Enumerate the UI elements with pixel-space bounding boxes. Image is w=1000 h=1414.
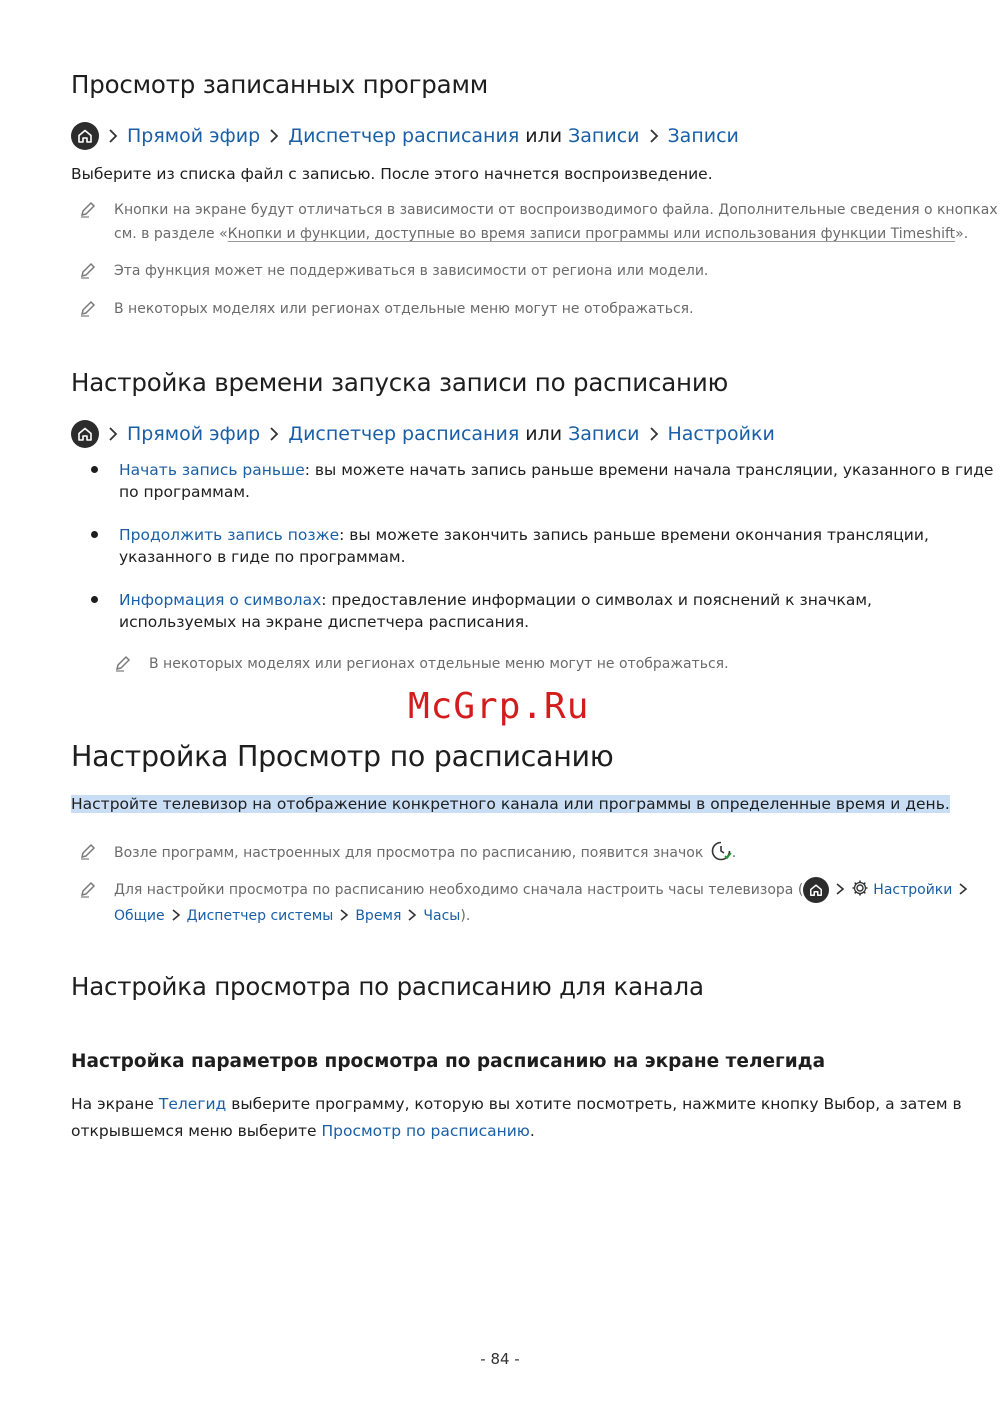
note-prefix: см. в разделе «: [114, 226, 228, 242]
chevron-right-icon: [105, 425, 121, 443]
section1-body: Выберите из списка файл с записью. После этого начнется воспроизведение.: [71, 165, 713, 183]
list-item-text: по программам.: [119, 483, 250, 501]
pencil-note-icon: [79, 880, 97, 898]
note-clock-setup: [114, 877, 974, 929]
section4-paragraph: [71, 1091, 962, 1145]
chevron-right-icon: [105, 127, 121, 145]
section3-intro: [71, 793, 950, 815]
highlighted-intro: Настройте телевизор на отображение конкретного канала или программы в определенные время и день.: [71, 795, 950, 813]
list-item: [119, 524, 929, 568]
chevron-right-icon: [646, 127, 662, 145]
note-buttons-line2: [114, 222, 968, 246]
list-item-text: используемых на экране диспетчера расписания.: [119, 613, 530, 631]
link-settings[interactable]: Настройки: [873, 882, 953, 898]
pencil-note-icon: [79, 842, 97, 860]
note-text-end: ).: [460, 908, 471, 924]
term-start-early[interactable]: Начать запись раньше: [119, 461, 305, 479]
gear-icon: [851, 879, 869, 897]
list-item-text: : вы можете закончить запись раньше времени окончания трансляции,: [339, 526, 929, 544]
breadcrumb-recordings[interactable]: Записи: [568, 125, 640, 147]
note-region: Эта функция может не поддерживаться в зависимости от региона или модели.: [114, 263, 709, 279]
link-buttons-functions[interactable]: Кнопки и функции, доступные во время записи программы или использования функции Timeshift: [227, 226, 956, 242]
section-title-channel: Настройка просмотра по расписанию для канала: [71, 972, 704, 1001]
chevron-right-icon: [646, 425, 662, 443]
pencil-note-icon: [79, 261, 97, 279]
bullet: [91, 466, 98, 473]
breadcrumb-recordings-final[interactable]: Записи: [667, 125, 739, 147]
link-system-manager[interactable]: Диспетчер системы: [186, 908, 334, 924]
chevron-right-icon: [957, 882, 969, 896]
note-text: Для настройки просмотра по расписанию необходимо сначала настроить часы телевизора (: [114, 882, 804, 898]
note-menus-2: В некоторых моделях или регионах отдельные меню могут не отображаться.: [149, 656, 729, 672]
note-text-end: .: [731, 845, 737, 861]
link-scheduled-view[interactable]: Просмотр по расписанию: [321, 1122, 530, 1140]
home-icon[interactable]: [71, 122, 99, 150]
paragraph-text: На экране: [71, 1095, 159, 1113]
section-title-scheduled-view: Настройка Просмотр по расписанию: [71, 740, 614, 773]
home-icon[interactable]: [71, 420, 99, 448]
link-guide[interactable]: Телегид: [158, 1095, 227, 1113]
note-scheduled-icon: [114, 840, 736, 865]
paragraph-text: открывшемся меню выберите: [71, 1122, 322, 1140]
watermark: McGrp.Ru: [408, 686, 590, 727]
chevron-right-icon: [406, 908, 418, 922]
breadcrumb: [71, 121, 739, 151]
breadcrumb-settings[interactable]: Настройки: [667, 423, 775, 445]
pencil-note-icon: [114, 654, 132, 672]
chevron-right-icon: [266, 425, 282, 443]
breadcrumb-live[interactable]: Прямой эфир: [127, 423, 261, 445]
note-menus: В некоторых моделях или регионах отдельные меню могут не отображаться.: [114, 301, 694, 317]
link-clock[interactable]: Часы: [423, 908, 461, 924]
chevron-right-icon: [834, 882, 846, 896]
section-title-start-time: Настройка времени запуска записи по расписанию: [71, 368, 729, 397]
paragraph-text: .: [529, 1122, 535, 1140]
pencil-note-icon: [79, 200, 97, 218]
bullet: [91, 596, 98, 603]
list-item-text: указанного в гиде по программам.: [119, 548, 406, 566]
breadcrumb: [71, 419, 775, 449]
home-icon[interactable]: [803, 877, 829, 903]
term-symbol-info[interactable]: Информация о символах: [119, 591, 322, 609]
list-item: [119, 459, 993, 503]
pencil-note-icon: [79, 299, 97, 317]
schedule-clock-icon: [710, 840, 732, 862]
note-text: Возле программ, настроенных для просмотра по расписанию, появится значок: [114, 845, 704, 861]
paragraph-text: выберите программу, которую вы хотите посмотреть, нажмите кнопку Выбор, а затем в: [226, 1095, 962, 1113]
bullet: [91, 531, 98, 538]
breadcrumb-schedule-manager[interactable]: Диспетчер расписания: [288, 423, 520, 445]
chevron-right-icon: [266, 127, 282, 145]
breadcrumb-live[interactable]: Прямой эфир: [127, 125, 261, 147]
breadcrumb-or: или: [525, 423, 563, 445]
chevron-right-icon: [170, 908, 182, 922]
list-item: [119, 589, 872, 633]
breadcrumb-schedule-manager[interactable]: Диспетчер расписания: [288, 125, 520, 147]
breadcrumb-or: или: [525, 125, 563, 147]
term-continue-later[interactable]: Продолжить запись позже: [119, 526, 340, 544]
link-time[interactable]: Время: [355, 908, 402, 924]
list-item-text: : вы можете начать запись раньше времени начала трансляции, указанного в гиде: [304, 461, 994, 479]
section-title-recorded: Просмотр записанных программ: [71, 70, 489, 99]
page-number: - 84 -: [480, 1350, 520, 1368]
chevron-right-icon: [338, 908, 350, 922]
note-buttons-line1: Кнопки на экране будут отличаться в зависимости от воспроизводимого файла. Дополнительные сведения о кнопках: [114, 202, 998, 218]
note-suffix: ».: [955, 226, 969, 242]
list-item-text: : предоставление информации о символах и пояснений к значкам,: [321, 591, 872, 609]
subsection-title-guide: Настройка параметров просмотра по расписанию на экране телегида: [71, 1051, 826, 1072]
breadcrumb-recordings[interactable]: Записи: [568, 423, 640, 445]
link-general[interactable]: Общие: [114, 908, 165, 924]
